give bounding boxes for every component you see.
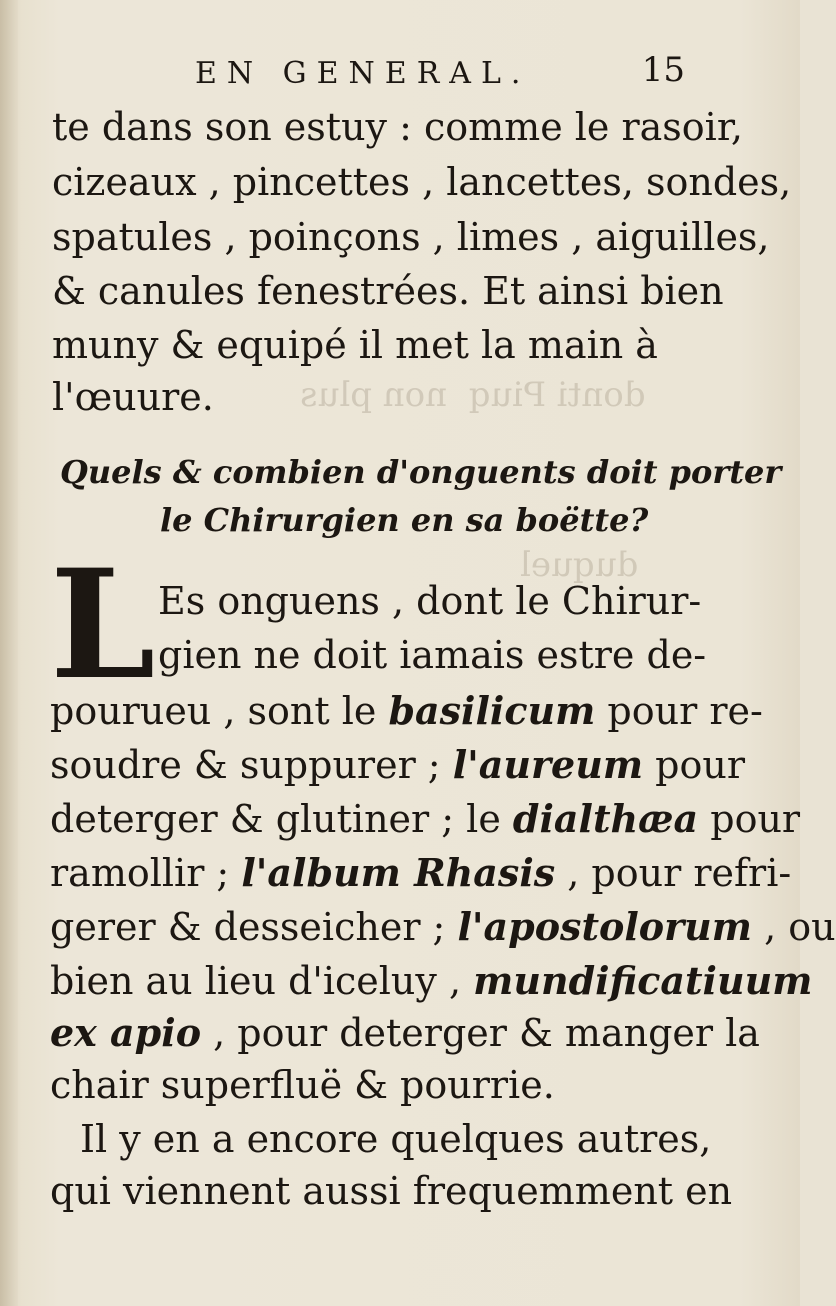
drop-cap: L [50, 537, 156, 713]
text-line: te dans son estuy : comme le rasoir, [52, 105, 743, 149]
text-line: spatules , poinçons , limes , aiguilles, [52, 215, 770, 259]
text-line: Il y en a encore quelques autres, [80, 1117, 712, 1161]
text-line: ramollir ; l'album Rhasis , pour refri- [50, 850, 792, 895]
latin-term: ex apio [50, 1010, 202, 1055]
text-line: deterger & glutiner ; le dialthæa pour [50, 796, 801, 841]
latin-term: l'album Rhasis [241, 850, 556, 895]
text-line: chair superfluë & pourrie. [50, 1063, 555, 1107]
text-line: cizeaux , pincettes , lancettes, sondes, [52, 160, 792, 204]
text-line: bien au lieu d'iceluy , mundificatiuum [50, 958, 813, 1003]
text-line: ex apio , pour deterger & manger la [50, 1010, 760, 1055]
show-through-text: donti Piuq non plus [300, 375, 646, 415]
running-head-title: EN GENERAL. [195, 56, 531, 91]
text-line: gien ne doit iamais estre de- [158, 633, 707, 677]
page-number: 15 [641, 50, 685, 90]
latin-term: dialthæa [512, 796, 699, 841]
text-line: l'œuure. [52, 375, 214, 419]
page-gutter [0, 0, 18, 1306]
text-line: soudre & suppurer ; l'aureum pour [50, 742, 745, 787]
show-through-text: duquel [520, 545, 639, 585]
heading-line: le Chirurgien en sa boëtte? [160, 501, 649, 539]
text-line: qui viennent aussi frequemment en [50, 1169, 733, 1213]
text-line: Es onguens , dont le Chirur- [158, 579, 702, 623]
running-head [195, 50, 685, 100]
latin-term: mundificatiuum [473, 958, 813, 1003]
latin-term: l'aureum [452, 742, 644, 787]
latin-term: basilicum [388, 688, 596, 733]
text-line: pourueu , sont le basilicum pour re- [50, 688, 763, 733]
heading-line: Quels & combien d'onguents doit porter [60, 453, 782, 491]
latin-term: l'apostolorum [457, 904, 752, 949]
text-line: muny & equipé il met la main à [52, 323, 658, 367]
text-line: gerer & desseicher ; l'apostolorum , ou [50, 904, 836, 949]
text-line: & canules fenestrées. Et ainsi bien [52, 269, 724, 313]
